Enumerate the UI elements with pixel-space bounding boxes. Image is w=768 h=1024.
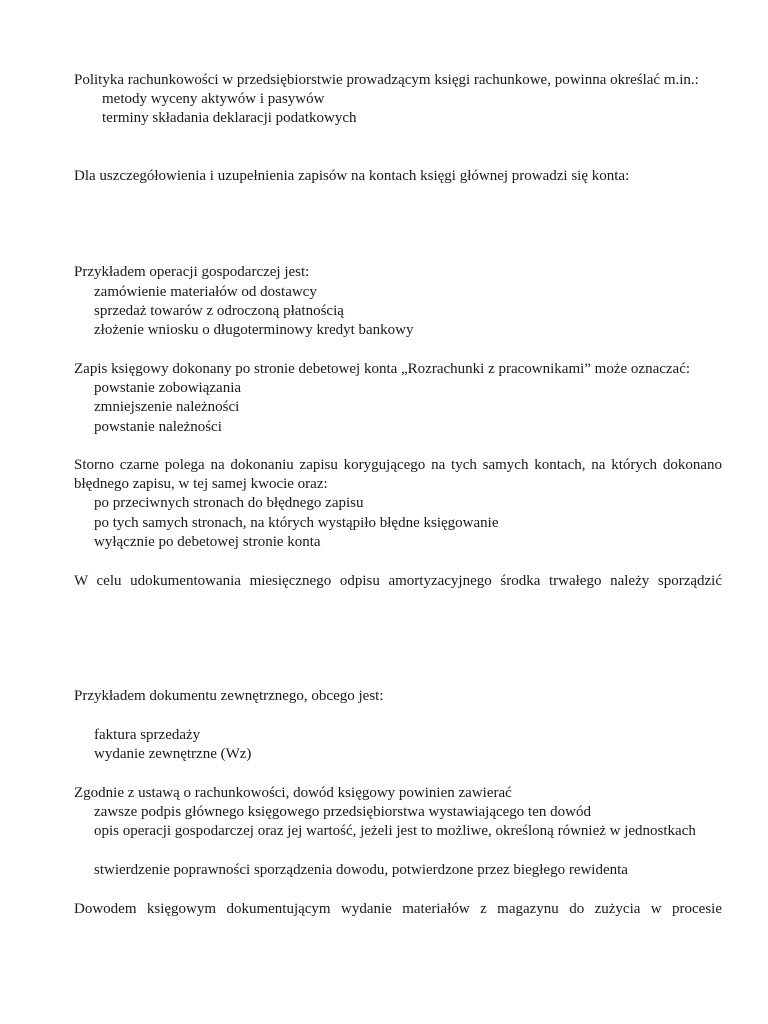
question-4-option-3: powstanie należności	[94, 419, 222, 435]
question-5-option-3: wyłącznie po debetowej stronie konta	[94, 534, 321, 550]
question-3-option-1: zamówienie materiałów od dostawcy	[94, 284, 317, 300]
question-8-option-1: zawsze podpis głównego księgowego przedsiębiorstwa wystawiającego ten dowód	[94, 804, 591, 820]
question-7-option-2: wydanie zewnętrzne (Wz)	[94, 746, 252, 762]
question-1-text: Polityka rachunkowości w przedsiębiorstwie prowadzącym księgi rachunkowe, powinna określać m.in.:	[74, 72, 699, 88]
question-4-text: Zapis księgowy dokonany po stronie debetowej konta „Rozrachunki z pracownikami” może oznaczać:	[74, 361, 691, 377]
question-3-option-2: sprzedaż towarów z odroczoną płatnością	[94, 303, 344, 319]
question-8-option-2: opis operacji gospodarczej oraz jej wartość, jeżeli jest to możliwe, określoną również w jednostkach	[94, 823, 696, 839]
question-4-option-1: powstanie zobowiązania	[94, 380, 242, 396]
question-9-text: Dowodem księgowym dokumentującym wydanie materiałów z magazynu do zużycia w procesie	[74, 901, 722, 917]
question-8-option-3: stwierdzenie poprawności sporządzenia dowodu, potwierdzone przez biegłego rewidenta	[94, 862, 628, 878]
question-7-text: Przykładem dokumentu zewnętrznego, obcego jest:	[74, 688, 384, 704]
question-1-option-1: metody wyceny aktywów i pasywów	[102, 91, 325, 107]
question-8-text: Zgodnie z ustawą o rachunkowości, dowód księgowy powinien zawierać	[74, 785, 512, 801]
question-5-option-1: po przeciwnych stronach do błędnego zapisu	[94, 495, 364, 511]
question-3-option-3: złożenie wniosku o długoterminowy kredyt bankowy	[94, 322, 414, 338]
question-5-text-line-2: błędnego zapisu, w tej samej kwocie oraz:	[74, 476, 328, 492]
question-5-option-2: po tych samych stronach, na których wystąpiło błędne księgowanie	[94, 515, 499, 531]
question-3-text: Przykładem operacji gospodarczej jest:	[74, 264, 310, 280]
question-4-option-2: zmniejszenie należności	[94, 399, 240, 415]
question-7-option-1: faktura sprzedaży	[94, 727, 201, 743]
question-6-text: W celu udokumentowania miesięcznego odpisu amortyzacyjnego środka trwałego należy sporządzić	[74, 573, 722, 589]
question-2-text: Dla uszczegółowienia i uzupełnienia zapisów na kontach księgi głównej prowadzi się konta:	[74, 168, 630, 184]
question-1-option-2: terminy składania deklaracji podatkowych	[102, 110, 357, 126]
question-5-text-line-1: Storno czarne polega na dokonaniu zapisu korygującego na tych samych kontach, na których dokonano	[74, 457, 722, 473]
